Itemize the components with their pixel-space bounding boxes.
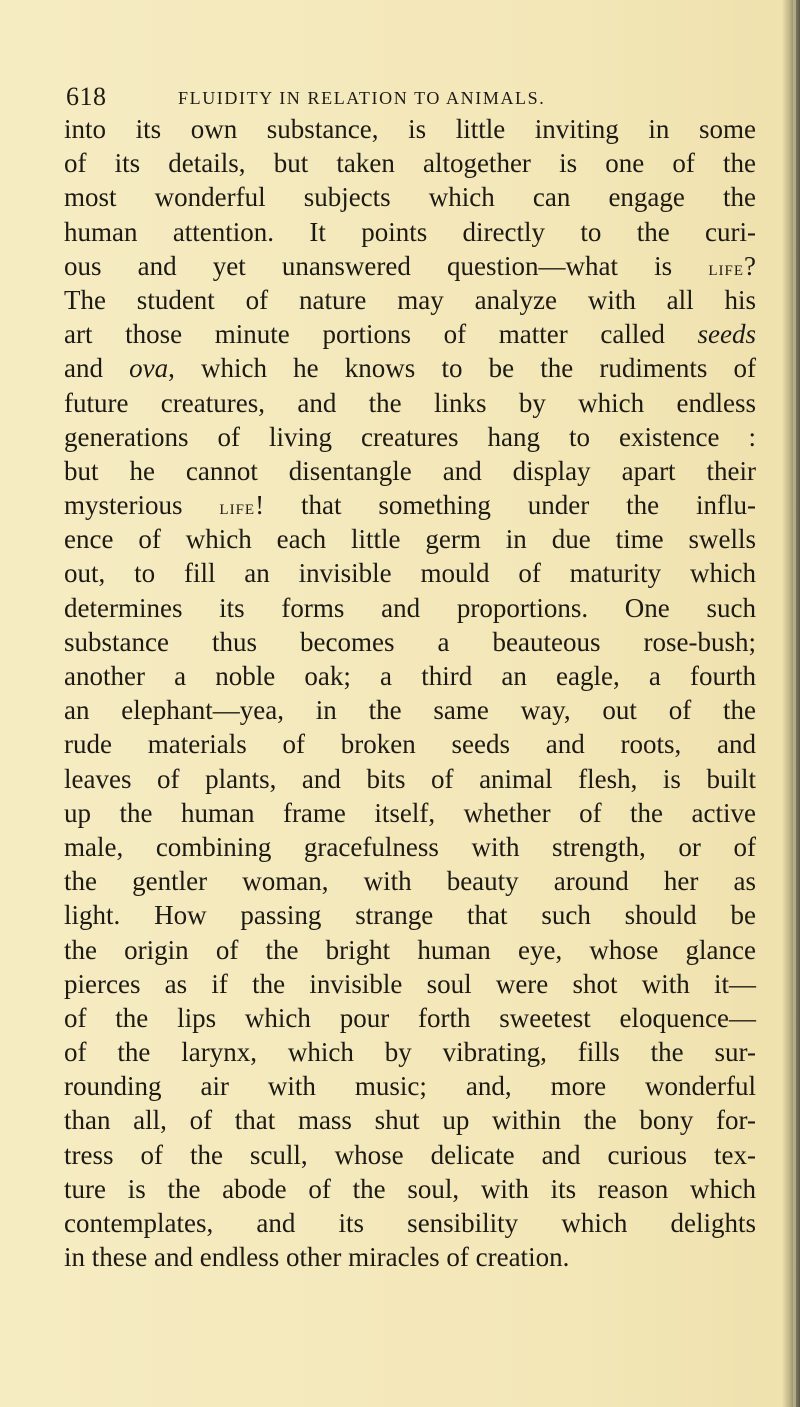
text-segment: ture is the abode of the soul, with its reason which: [64, 1173, 756, 1204]
text-segment: future creatures, and the links by which endless: [64, 387, 756, 418]
text-segment: ! that something under the influ-: [255, 490, 757, 521]
body-text: [64, 112, 756, 1274]
text-line: [64, 1001, 756, 1035]
text-segment: leaves of plants, and bits of animal flesh, is built: [64, 763, 756, 794]
text-segment: another a noble oak; a third an eagle, a fourth: [64, 661, 756, 691]
text-segment: substance thus becomes a beauteous rose-bush;: [64, 626, 756, 657]
text-line: [64, 1206, 756, 1240]
page-edge-strip: [793, 0, 796, 1407]
text-segment: and: [64, 353, 130, 384]
text-segment: light. How passing strange that such should be: [64, 900, 756, 931]
text-segment: of the lips which pour forth sweetest eloquence—: [64, 1002, 756, 1033]
text-segment: up the human frame itself, whether of the active: [64, 797, 756, 828]
text-segment: male, combining gracefulness with strength, or of: [64, 831, 756, 862]
text-line: [64, 864, 756, 898]
text-segment: the origin of the bright human eye, whose glance: [64, 934, 756, 965]
running-head: FLUIDITY IN RELATION TO ANIMALS.: [178, 88, 546, 108]
text-segment: but he cannot disentangle and display apart their: [64, 455, 756, 486]
text-segment: into its own substance, is little inviting in some: [64, 114, 756, 144]
text-segment: out, to fill an invisible mould of maturity which: [64, 558, 756, 589]
text-segment: ous and yet unanswered question—what is: [64, 250, 709, 281]
page-edge-shadow: [782, 0, 800, 1407]
text-segment: of the larynx, which by vibrating, fills the sur-: [64, 1037, 756, 1068]
text-line: [64, 1035, 756, 1069]
text-line: [64, 727, 756, 761]
text-segment: determines its forms and proportions. One such: [64, 592, 756, 623]
text-segment: an elephant—yea, in the same way, out of the: [64, 695, 756, 726]
text-line: [64, 420, 756, 454]
text-segment: human attention. It points directly to the curi-: [64, 216, 756, 247]
text-line: [64, 1172, 756, 1206]
text-line: [64, 283, 756, 317]
text-segment: tress of the scull, whose delicate and curious tex-: [64, 1139, 756, 1170]
text-line: [64, 898, 756, 932]
text-segment: of its details, but taken altogether is one of the: [64, 148, 756, 179]
text-segment: rude materials of broken seeds and roots, and: [64, 729, 756, 760]
text-line: [64, 933, 756, 967]
text-line: [64, 1069, 756, 1103]
text-line: [64, 967, 756, 1001]
text-line: [64, 112, 756, 146]
text-line: [64, 454, 756, 488]
text-segment: the gentler woman, with beauty around her as: [64, 866, 756, 897]
text-segment: mysterious: [64, 490, 220, 521]
italic-term: ova: [129, 353, 169, 384]
text-segment: ence of which each little germ in due time swells: [64, 524, 756, 555]
text-line: [64, 1240, 756, 1274]
text-segment: pierces as if the invisible soul were shot with it—: [64, 968, 756, 999]
text-line: [64, 386, 756, 420]
text-line: [64, 591, 756, 625]
text-segment: in these and endless other miracles of creation.: [64, 1242, 570, 1273]
italic-term: seeds: [697, 319, 756, 350]
text-segment: art those minute portions of matter called: [64, 319, 698, 350]
text-line: [64, 180, 756, 214]
text-line: [64, 1138, 756, 1172]
page-number: 618: [66, 82, 107, 111]
text-line: [64, 659, 756, 693]
text-segment: , which he knows to be the rudiments of: [168, 353, 756, 384]
text-line: [64, 1103, 756, 1137]
text-line: [64, 796, 756, 830]
text-segment: rounding air with music; and, more wonderful: [64, 1071, 756, 1102]
text-line: [64, 625, 756, 659]
text-line: [64, 522, 756, 556]
text-segment: than all, of that mass shut up within the bony for-: [64, 1105, 756, 1136]
text-line: [64, 215, 756, 249]
small-caps-term: life: [219, 494, 256, 520]
text-line: [64, 556, 756, 590]
text-line: [64, 249, 756, 283]
text-line: [64, 830, 756, 864]
text-segment: ?: [744, 250, 756, 281]
small-caps-term: life: [708, 254, 745, 280]
text-segment: contemplates, and its sensibility which delights: [64, 1208, 756, 1238]
text-segment: most wonderful subjects which can engage the: [64, 182, 756, 213]
text-line: [64, 693, 756, 727]
text-line: [64, 351, 756, 385]
text-line: [64, 488, 756, 522]
text-line: [64, 146, 756, 180]
text-line: [64, 317, 756, 351]
text-segment: generations of living creatures hang to existence :: [64, 421, 756, 452]
text-segment: The student of nature may analyze with all his: [64, 284, 756, 315]
text-line: [64, 762, 756, 796]
